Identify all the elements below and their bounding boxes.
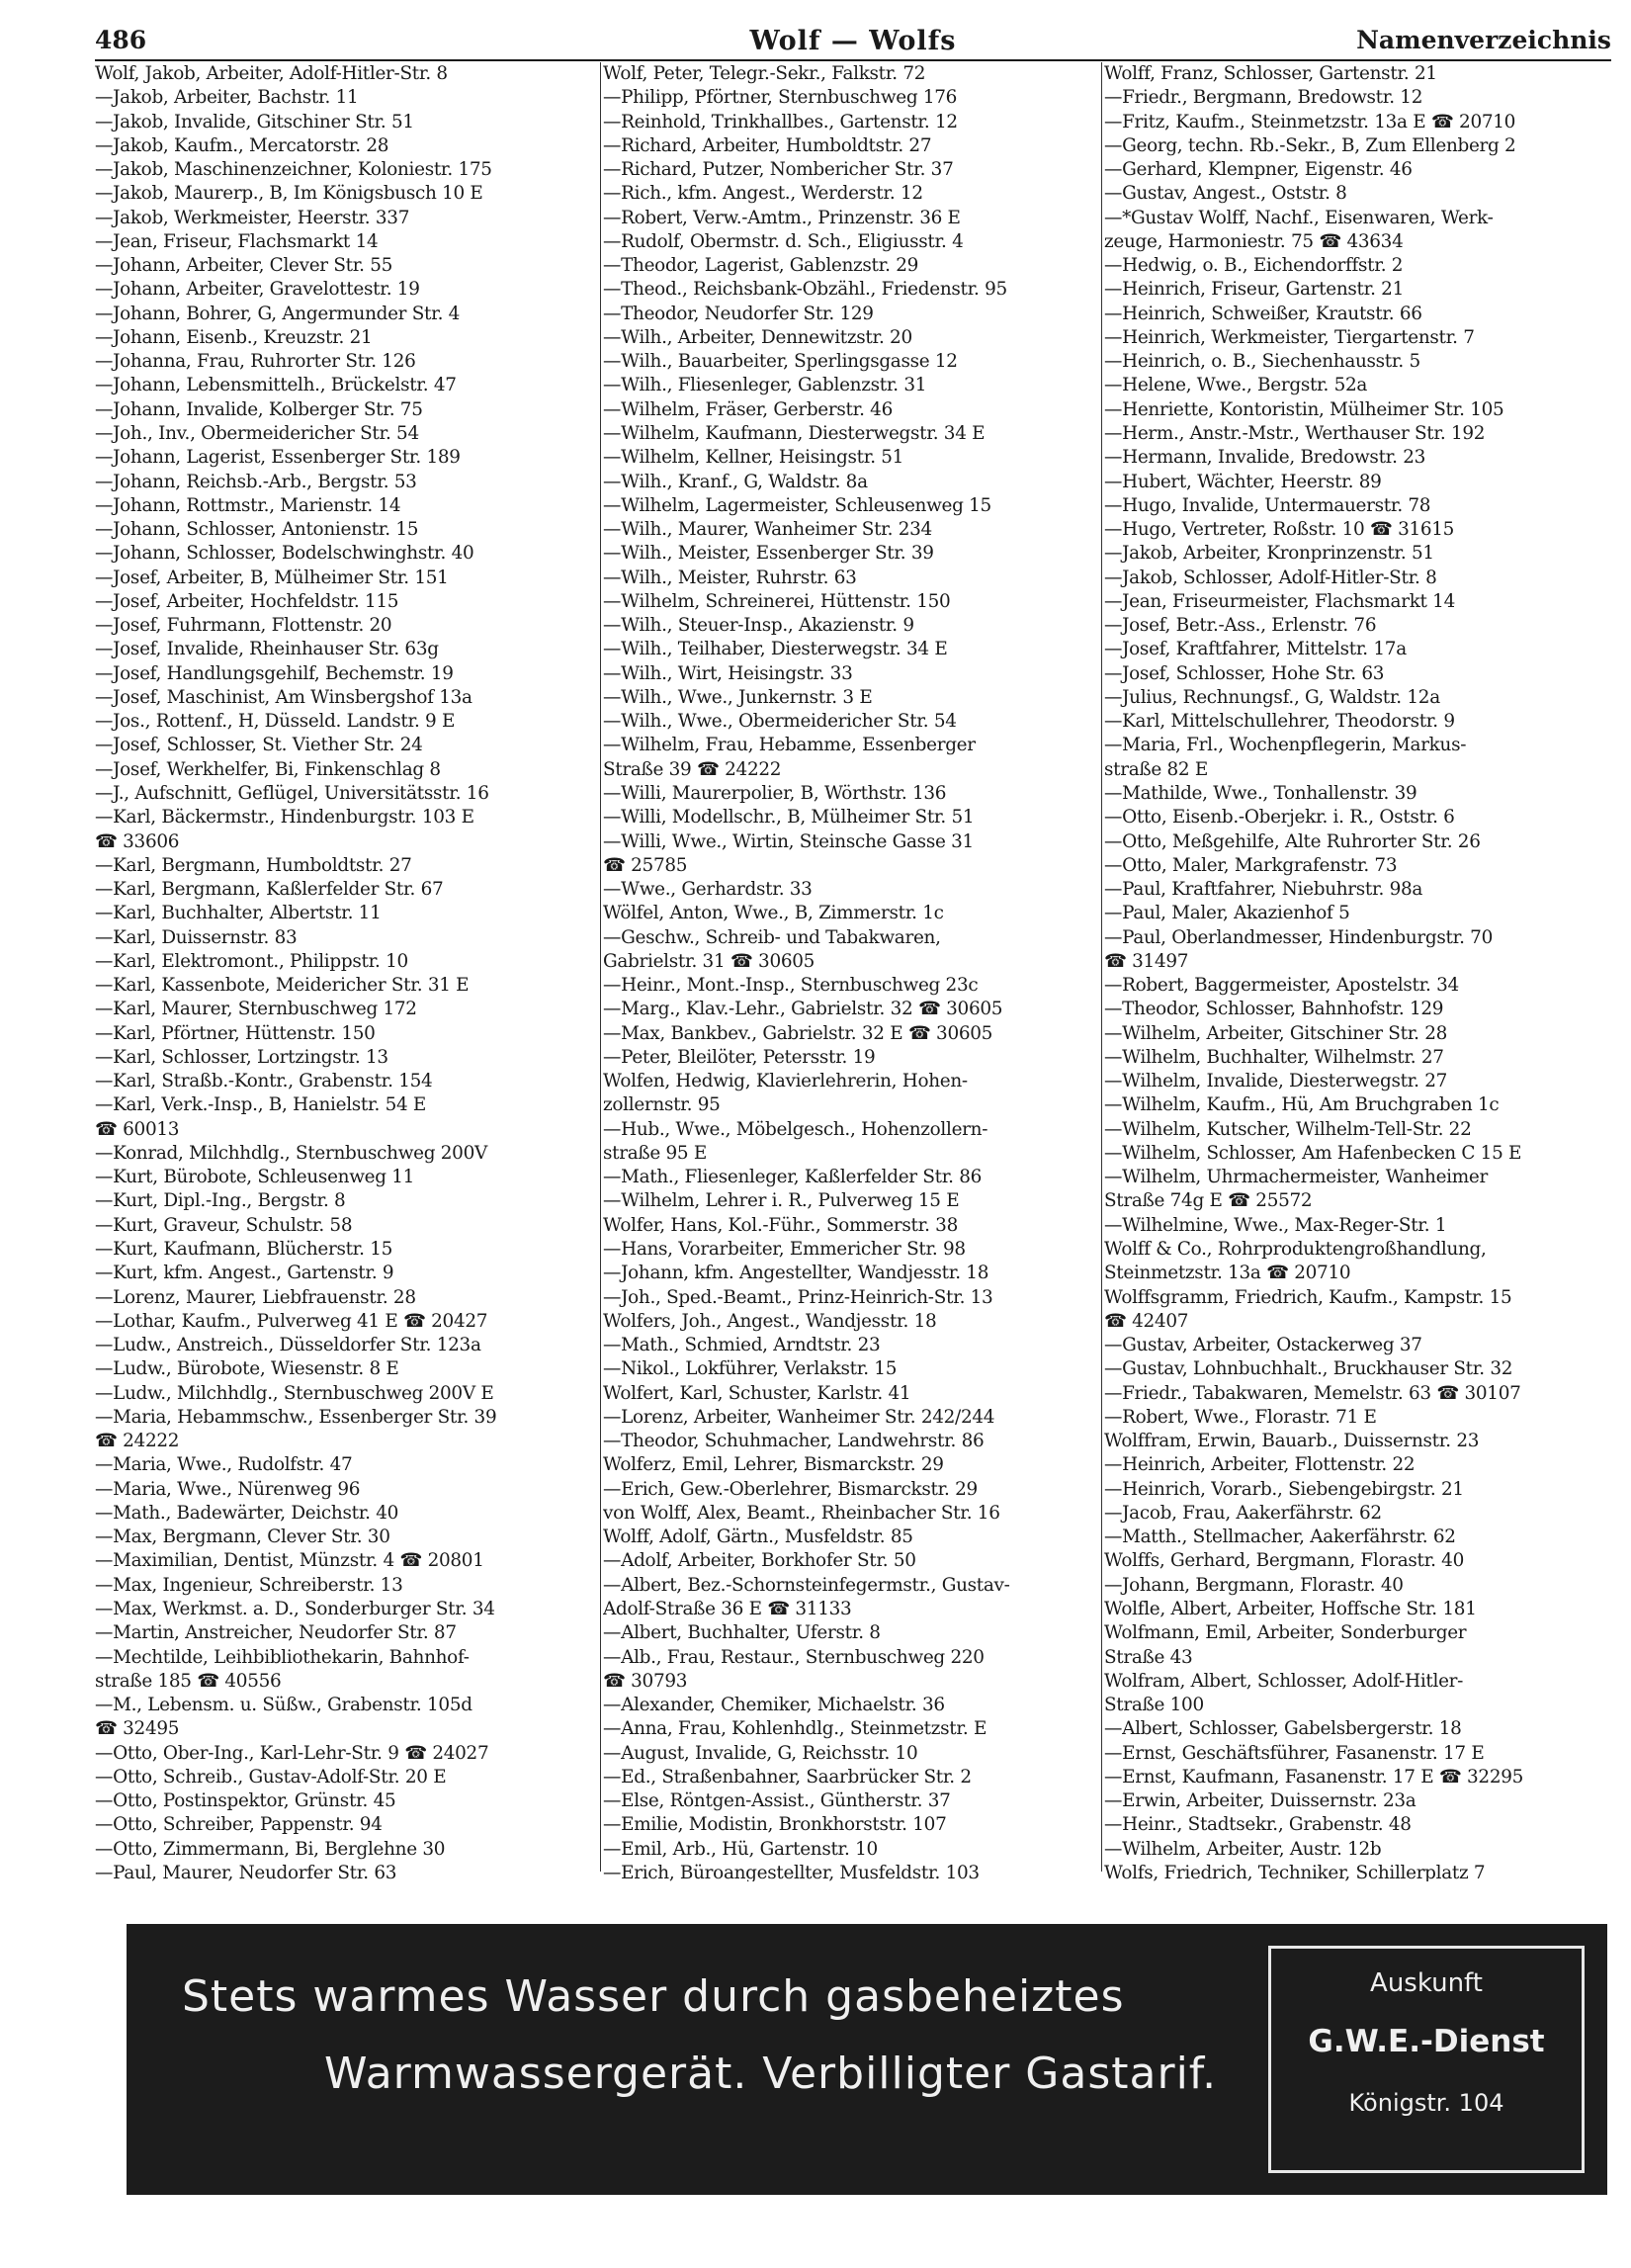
directory-entry: —Theodor, Schlosser, Bahnhofstr. 129 <box>1104 999 1444 1020</box>
directory-entry: —Theodor, Lagerist, Gablenzstr. 29 <box>603 255 919 277</box>
directory-entry: —Johann, Eisenb., Kreuzstr. 21 <box>95 326 373 348</box>
directory-entry: Wolf, Jakob, Arbeiter, Adolf-Hitler-Str. 8 <box>95 63 448 84</box>
directory-entry: —J., Aufschnitt, Geflügel, Universitätsstr. 16 <box>95 782 489 804</box>
directory-entry: Straße 43 <box>1104 1646 1193 1668</box>
directory-entry: zollernstr. 95 <box>603 1094 721 1116</box>
directory-entry: —Gustav, Angest., Oststr. 8 <box>1104 183 1347 205</box>
directory-entry: —Jakob, Maurerp., B, Im Königsbusch 10 E <box>95 183 483 205</box>
directory-entry: —Karl, Maurer, Sternbuschweg 172 <box>95 999 417 1020</box>
directory-entry: —Otto, Postinspektor, Grünstr. 45 <box>95 1790 396 1812</box>
directory-entry: —Paul, Maler, Akazienhof 5 <box>1104 903 1350 924</box>
directory-entry: —Otto, Maler, Markgrafenstr. 73 <box>1104 854 1398 876</box>
directory-entry: Straße 74g E ☎ 25572 <box>1104 1190 1313 1212</box>
directory-entry: —Wilhelm, Kellner, Heisingstr. 51 <box>603 447 904 469</box>
directory-entry: —Maria, Wwe., Rudolfstr. 47 <box>95 1454 353 1476</box>
directory-entry: ☎ 33606 <box>95 830 180 852</box>
directory-entry: —Wilhelm, Invalide, Diesterwegstr. 27 <box>1104 1071 1448 1092</box>
directory-entry: —Jakob, Arbeiter, Bachstr. 11 <box>95 87 359 109</box>
directory-entry: —Maria, Wwe., Nürenweg 96 <box>95 1478 361 1500</box>
directory-entry: —Wilh., Kranf., G, Waldstr. 8a <box>603 471 868 492</box>
directory-entry: —Wilhelm, Kutscher, Wilhelm-Tell-Str. 22 <box>1104 1118 1472 1140</box>
directory-entry: —Johann, Bohrer, G, Angermunder Str. 4 <box>95 303 461 324</box>
directory-entry: —Kurt, Bürobote, Schleusenweg 11 <box>95 1167 415 1188</box>
directory-entry: Wolff & Co., Rohrproduktengroßhandlung, <box>1104 1239 1487 1261</box>
directory-entry: —Lothar, Kaufm., Pulverweg 41 E ☎ 20427 <box>95 1310 488 1332</box>
ad-info-title: Auskunft <box>1370 1968 1483 1998</box>
directory-entry: —Karl, Duissernstr. 83 <box>95 926 298 948</box>
directory-entry: —Erich, Büroangestellter, Musfeldstr. 103 <box>603 1862 980 1881</box>
directory-entry: Wolff, Adolf, Gärtn., Musfeldstr. 85 <box>603 1527 913 1548</box>
directory-entry: —Wilhelm, Frau, Hebamme, Essenberger <box>603 735 976 756</box>
directory-entry: —Johann, Arbeiter, Clever Str. 55 <box>95 255 393 277</box>
directory-entry: —Johann, Bergmann, Florastr. 40 <box>1104 1574 1404 1596</box>
directory-entry: Wolf, Peter, Telegr.-Sekr., Falkstr. 72 <box>603 63 926 84</box>
directory-entry: —Jakob, Invalide, Gitschiner Str. 51 <box>95 111 414 132</box>
directory-entry: —Richard, Putzer, Nombericher Str. 37 <box>603 159 954 181</box>
directory-entry: —Ernst, Geschäftsführer, Fasanenstr. 17 E <box>1104 1742 1485 1764</box>
directory-entry: —Johann, Invalide, Kolberger Str. 75 <box>95 398 423 420</box>
directory-entry: —Heinr., Mont.-Insp., Sternbuschweg 23c <box>603 975 979 997</box>
directory-entry: —Wilh., Fliesenleger, Gablenzstr. 31 <box>603 375 927 396</box>
directory-entry: —Karl, Pförtner, Hüttenstr. 150 <box>95 1022 376 1044</box>
directory-entry: —Albert, Buchhalter, Uferstr. 8 <box>603 1622 881 1644</box>
directory-entry: —Wilhelm, Schlosser, Am Hafenbecken C 15 E <box>1104 1142 1522 1164</box>
directory-entry: —Wilh., Wwe., Junkernstr. 3 E <box>603 686 873 708</box>
directory-entry: Wolfs, Friedrich, Techniker, Schillerplatz 7 <box>1104 1862 1486 1881</box>
directory-entry: —Wilh., Wirt, Heisingstr. 33 <box>603 662 853 684</box>
ad-headline-line-1: Stets warmes Wasser durch gasbeheiztes <box>182 1971 1125 2022</box>
directory-entry: —Ludw., Anstreich., Düsseldorfer Str. 123a <box>95 1335 481 1356</box>
directory-entry: —Gerhard, Klempner, Eigenstr. 46 <box>1104 159 1413 181</box>
directory-entry: —Hedwig, o. B., Eichendorffstr. 2 <box>1104 255 1404 277</box>
directory-entry: Straße 39 ☎ 24222 <box>603 758 782 780</box>
directory-entry: Straße 100 <box>1104 1695 1204 1716</box>
directory-entry: —Johann, Schlosser, Bodelschwinghstr. 40 <box>95 543 474 565</box>
directory-entry: von Wolff, Alex, Beamt., Rheinbacher Str. 16 <box>603 1502 1000 1524</box>
directory-entry: —Heinr., Stadtsekr., Grabenstr. 48 <box>1104 1814 1412 1836</box>
directory-entry: —Heinrich, Werkmeister, Tiergartenstr. 7 <box>1104 326 1475 348</box>
directory-entry: —Wilh., Steuer-Insp., Akazienstr. 9 <box>603 615 914 637</box>
directory-entry: —Albert, Bez.-Schornsteinfegermstr., Gustav- <box>603 1574 1010 1596</box>
directory-entry: Wölfel, Anton, Wwe., B, Zimmerstr. 1c <box>603 903 944 924</box>
directory-entry: —Heinrich, Vorarb., Siebengebirgstr. 21 <box>1104 1478 1464 1500</box>
directory-column-2 <box>603 62 1107 1881</box>
directory-entry: —Erich, Gew.-Oberlehrer, Bismarckstr. 29 <box>603 1478 978 1500</box>
directory-column-1 <box>95 62 599 1881</box>
directory-entry: —Josef, Werkhelfer, Bi, Finkenschlag 8 <box>95 758 441 780</box>
directory-entry: —Emil, Arb., Hü, Gartenstr. 10 <box>603 1838 878 1860</box>
directory-entry: —Max, Bankbev., Gabrielstr. 32 E ☎ 30605 <box>603 1022 993 1044</box>
directory-entry: —Ludw., Milchhdlg., Sternbuschweg 200V E <box>95 1382 494 1404</box>
directory-entry: —Reinhold, Trinkhallbes., Gartenstr. 12 <box>603 111 958 132</box>
directory-entry: —Willi, Modellschr., B, Mülheimer Str. 51 <box>603 807 975 829</box>
section-title: Namenverzeichnis <box>1356 26 1611 54</box>
directory-entry: —Karl, Elektromont., Philippstr. 10 <box>95 950 408 972</box>
directory-entry: —Heinrich, Arbeiter, Flottenstr. 22 <box>1104 1454 1416 1476</box>
directory-entry: —Jos., Rottenf., H, Düsseld. Landstr. 9 E <box>95 711 456 733</box>
directory-entry: Wolfer, Hans, Kol.-Führ., Sommerstr. 38 <box>603 1214 958 1236</box>
directory-entry: —Karl, Buchhalter, Albertstr. 11 <box>95 903 382 924</box>
directory-entry: —Hugo, Invalide, Untermauerstr. 78 <box>1104 494 1431 516</box>
directory-entry: —Hans, Vorarbeiter, Emmericher Str. 98 <box>603 1239 966 1261</box>
directory-entry: —Fritz, Kaufm., Steinmetzstr. 13a E ☎ 20710 <box>1104 111 1516 132</box>
directory-entry: ☎ 32495 <box>95 1718 180 1740</box>
directory-entry: ☎ 42407 <box>1104 1310 1189 1332</box>
directory-entry: Adolf-Straße 36 E ☎ 31133 <box>603 1599 852 1619</box>
directory-entry: —Hugo, Vertreter, Roßstr. 10 ☎ 31615 <box>1104 519 1455 541</box>
directory-entry: —Lorenz, Arbeiter, Wanheimer Str. 242/244 <box>603 1406 995 1428</box>
directory-entry: ☎ 24222 <box>95 1431 180 1452</box>
directory-entry: —Jean, Friseur, Flachsmarkt 14 <box>95 230 379 252</box>
directory-entry: zeuge, Harmoniestr. 75 ☎ 43634 <box>1104 230 1404 252</box>
directory-entry: —Paul, Oberlandmesser, Hindenburgstr. 70 <box>1104 926 1493 948</box>
directory-entry: —Erwin, Arbeiter, Duissernstr. 23a <box>1104 1790 1416 1812</box>
directory-entry: Wolffram, Erwin, Bauarb., Duissernstr. 23 <box>1104 1431 1480 1452</box>
directory-entry: —Johann, Reichsb.-Arb., Bergstr. 53 <box>95 471 417 492</box>
directory-entry: —Julius, Rechnungsf., G, Waldstr. 12a <box>1104 686 1440 708</box>
directory-entry: —Karl, Bergmann, Humboldtstr. 27 <box>95 854 412 876</box>
directory-entry: —Kurt, Graveur, Schulstr. 58 <box>95 1214 353 1236</box>
directory-entry: —Henriette, Kontoristin, Mülheimer Str. 105 <box>1104 398 1504 420</box>
directory-entry: —Herm., Anstr.-Mstr., Werthauser Str. 192 <box>1104 422 1486 444</box>
directory-entry: —Maria, Frl., Wochenpflegerin, Markus- <box>1104 735 1467 756</box>
directory-entry: —Friedr., Bergmann, Bredowstr. 12 <box>1104 87 1423 109</box>
directory-entry: —Johanna, Frau, Ruhrorter Str. 126 <box>95 351 416 373</box>
directory-entry: ☎ 30793 <box>603 1670 688 1692</box>
directory-entry: —Hermann, Invalide, Bredowstr. 23 <box>1104 447 1426 469</box>
directory-entry: Wolffsgramm, Friedrich, Kaufm., Kampstr. 15 <box>1104 1286 1512 1308</box>
directory-entry: straße 95 E <box>603 1142 707 1164</box>
directory-entry: —Karl, Schlosser, Lortzingstr. 13 <box>95 1046 388 1068</box>
directory-entry: —Theodor, Neudorfer Str. 129 <box>603 303 874 324</box>
directory-entry: —Joh., Sped.-Beamt., Prinz-Heinrich-Str. 13 <box>603 1286 993 1308</box>
directory-entry: —Wilhelm, Arbeiter, Gitschiner Str. 28 <box>1104 1022 1448 1044</box>
directory-entry: —Alexander, Chemiker, Michaelstr. 36 <box>603 1695 945 1716</box>
directory-entry: —Johann, Lagerist, Essenberger Str. 189 <box>95 447 461 469</box>
directory-entry: —Theodor, Schuhmacher, Landwehrstr. 86 <box>603 1431 985 1452</box>
directory-entry: —Emilie, Modistin, Bronkhorststr. 107 <box>603 1814 947 1836</box>
directory-entry: —Heinrich, Schweißer, Krautstr. 66 <box>1104 303 1422 324</box>
directory-entry: —Josef, Betr.-Ass., Erlenstr. 76 <box>1104 615 1377 637</box>
directory-entry: —Wilh., Meister, Ruhrstr. 63 <box>603 567 857 588</box>
directory-entry: —Wilhelm, Schreinerei, Hüttenstr. 150 <box>603 590 951 612</box>
directory-entry: Gabrielstr. 31 ☎ 30605 <box>603 950 816 972</box>
directory-entry: Wolff, Franz, Schlosser, Gartenstr. 21 <box>1104 63 1437 84</box>
directory-entry: —Max, Bergmann, Clever Str. 30 <box>95 1527 390 1548</box>
directory-entry: —Robert, Baggermeister, Apostelstr. 34 <box>1104 975 1459 997</box>
ad-info-name: G.W.E.-Dienst <box>1308 2024 1545 2059</box>
directory-entry: —Heinrich, o. B., Siechenhausstr. 5 <box>1104 351 1420 373</box>
directory-entry: —Ludw., Bürobote, Wiesenstr. 8 E <box>95 1358 399 1380</box>
page-number: 486 <box>95 26 147 54</box>
directory-entry: —Mechtilde, Leihbibliothekarin, Bahnhof- <box>95 1646 470 1668</box>
directory-entry: ☎ 31497 <box>1104 950 1189 972</box>
directory-entry: Wolferz, Emil, Lehrer, Bismarckstr. 29 <box>603 1454 944 1476</box>
directory-entry: Steinmetzstr. 13a ☎ 20710 <box>1104 1263 1351 1284</box>
directory-entry: —Johann, Lebensmittelh., Brückelstr. 47 <box>95 375 457 396</box>
directory-entry: —Mathilde, Wwe., Tonhallenstr. 39 <box>1104 782 1417 804</box>
directory-entry: —Wilhelmine, Wwe., Max-Reger-Str. 1 <box>1104 1214 1447 1236</box>
advertisement-banner <box>127 1924 1607 2195</box>
directory-entry: —Johann, Arbeiter, Gravelottestr. 19 <box>95 279 420 301</box>
directory-entry: —Willi, Wwe., Wirtin, Steinsche Gasse 31 <box>603 830 974 852</box>
directory-entry: —Jakob, Maschinenzeichner, Koloniestr. 175 <box>95 159 492 181</box>
directory-entry: straße 185 ☎ 40556 <box>95 1670 282 1692</box>
directory-entry: —Jakob, Schlosser, Adolf-Hitler-Str. 8 <box>1104 567 1437 588</box>
directory-entry: —Willi, Maurerpolier, B, Wörthstr. 136 <box>603 782 947 804</box>
directory-entry: —Jakob, Kaufm., Mercatorstr. 28 <box>95 134 389 156</box>
directory-entry: —Otto, Eisenb.-Oberjekr. i. R., Oststr. 6 <box>1104 807 1455 829</box>
directory-entry: —Alb., Frau, Restaur., Sternbuschweg 220 <box>603 1646 985 1668</box>
ad-info-box <box>1268 1946 1585 2173</box>
ad-headline-line-2: Warmwassergerät. Verbilligter Gastarif. <box>324 2049 1218 2099</box>
directory-entry: —Jean, Friseurmeister, Flachsmarkt 14 <box>1104 590 1455 612</box>
directory-entry: —Adolf, Arbeiter, Borkhofer Str. 50 <box>603 1550 916 1572</box>
directory-entry: —Konrad, Milchhdlg., Sternbuschweg 200V <box>95 1142 487 1164</box>
directory-entry: —Wilhelm, Arbeiter, Austr. 12b <box>1104 1838 1382 1860</box>
directory-entry: —Wilh., Teilhaber, Diesterwegstr. 34 E <box>603 639 948 660</box>
page-title: Wolf — Wolfs <box>749 26 957 56</box>
directory-entry: —Maria, Hebammschw., Essenberger Str. 39 <box>95 1406 497 1428</box>
directory-entry: —Johann, kfm. Angestellter, Wandjesstr. 18 <box>603 1263 989 1284</box>
directory-entry: —Hubert, Wächter, Heerstr. 89 <box>1104 471 1382 492</box>
directory-entry: —Richard, Arbeiter, Humboldtstr. 27 <box>603 134 932 156</box>
directory-entry: —Math., Badewärter, Deichstr. 40 <box>95 1502 399 1524</box>
directory-entry: —Else, Röntgen-Assist., Güntherstr. 37 <box>603 1790 951 1812</box>
directory-entry: —Josef, Handlungsgehilf, Bechemstr. 19 <box>95 662 454 684</box>
directory-entry: —Geschw., Schreib- und Tabakwaren, <box>603 926 941 948</box>
directory-entry: —Wilh., Meister, Essenberger Str. 39 <box>603 543 934 565</box>
directory-entry: Wolfert, Karl, Schuster, Karlstr. 41 <box>603 1382 911 1404</box>
directory-entry: —Georg, techn. Rb.-Sekr., B, Zum Ellenberg 2 <box>1104 134 1516 156</box>
directory-entry: —Jacob, Frau, Aakerfährstr. 62 <box>1104 1502 1382 1524</box>
directory-entry: —Otto, Ober-Ing., Karl-Lehr-Str. 9 ☎ 24027 <box>95 1742 489 1764</box>
directory-entry: —M., Lebensm. u. Süßw., Grabenstr. 105d <box>95 1695 472 1716</box>
directory-entry: —Heinrich, Friseur, Gartenstr. 21 <box>1104 279 1404 301</box>
directory-entry: —Wilhelm, Kaufmann, Diesterwegstr. 34 E <box>603 422 986 444</box>
directory-entry: Wolfram, Albert, Schlosser, Adolf-Hitler- <box>1104 1670 1464 1692</box>
directory-entry: —Max, Ingenieur, Schreiberstr. 13 <box>95 1574 403 1596</box>
directory-entry: —Maximilian, Dentist, Münzstr. 4 ☎ 20801 <box>95 1550 484 1572</box>
directory-entry: —Wilh., Wwe., Obermeidericher Str. 54 <box>603 711 957 733</box>
directory-entry: —Martin, Anstreicher, Neudorfer Str. 87 <box>95 1622 457 1644</box>
header-rule <box>95 59 1611 61</box>
directory-column-3 <box>1104 62 1608 1881</box>
directory-entry: —Anna, Frau, Kohlenhdlg., Steinmetzstr. E <box>603 1718 987 1740</box>
directory-entry: Wolfers, Joh., Angest., Wandjesstr. 18 <box>603 1310 937 1332</box>
ad-info-address: Königstr. 104 <box>1348 2089 1504 2117</box>
column-divider <box>600 62 601 1872</box>
directory-entry: —Hub., Wwe., Möbelgesch., Hohenzollern- <box>603 1118 988 1140</box>
directory-entry: —Rich., kfm. Angest., Werderstr. 12 <box>603 183 923 205</box>
directory-entry: —Theod., Reichsbank-Obzähl., Friedenstr. 95 <box>603 279 1007 301</box>
directory-entry: —Johann, Schlosser, Antonienstr. 15 <box>95 519 419 541</box>
directory-entry: straße 82 E <box>1104 758 1208 780</box>
directory-entry: —Gustav, Lohnbuchhalt., Bruckhauser Str. 32 <box>1104 1358 1513 1380</box>
directory-entry: —Robert, Verw.-Amtm., Prinzenstr. 36 E <box>603 207 961 228</box>
directory-entry: —Math., Fliesenleger, Kaßlerfelder Str. 86 <box>603 1167 983 1188</box>
directory-entry: —Peter, Bleilöter, Petersstr. 19 <box>603 1046 876 1068</box>
directory-entry: Wolfmann, Emil, Arbeiter, Sonderburger <box>1104 1622 1467 1644</box>
directory-entry: —Wwe., Gerhardstr. 33 <box>603 879 813 901</box>
directory-entry: —Johann, Rottmstr., Marienstr. 14 <box>95 494 401 516</box>
directory-entry: —Philipp, Pförtner, Sternbuschweg 176 <box>603 87 958 109</box>
directory-entry: —August, Invalide, G, Reichsstr. 10 <box>603 1742 918 1764</box>
directory-entry: —Wilhelm, Fräser, Gerberstr. 46 <box>603 398 893 420</box>
directory-entry: —Helene, Wwe., Bergstr. 52a <box>1104 375 1368 396</box>
directory-entry: ☎ 60013 <box>95 1118 180 1140</box>
directory-entry: —Karl, Verk.-Insp., B, Hanielstr. 54 E <box>95 1094 427 1116</box>
directory-entry: —Max, Werkmst. a. D., Sonderburger Str. 34 <box>95 1599 495 1619</box>
directory-entry: —Karl, Mittelschullehrer, Theodorstr. 9 <box>1104 711 1455 733</box>
directory-entry: —Wilh., Bauarbeiter, Sperlingsgasse 12 <box>603 351 958 373</box>
directory-entry: —Josef, Schlosser, St. Viether Str. 24 <box>95 735 423 756</box>
directory-entry: —Kurt, Kaufmann, Blücherstr. 15 <box>95 1239 393 1261</box>
directory-entry: —Wilhelm, Buchhalter, Wilhelmstr. 27 <box>1104 1046 1444 1068</box>
directory-entry: —Kurt, Dipl.-Ing., Bergstr. 8 <box>95 1190 346 1212</box>
directory-entry: —Kurt, kfm. Angest., Gartenstr. 9 <box>95 1263 394 1284</box>
directory-entry: —Josef, Fuhrmann, Flottenstr. 20 <box>95 615 392 637</box>
directory-entry: —Jakob, Arbeiter, Kronprinzenstr. 51 <box>1104 543 1434 565</box>
directory-entry: —Lorenz, Maurer, Liebfrauenstr. 28 <box>95 1286 416 1308</box>
directory-entry: —Ed., Straßenbahner, Saarbrücker Str. 2 <box>603 1766 972 1788</box>
directory-entry: —Josef, Kraftfahrer, Mittelstr. 17a <box>1104 639 1407 660</box>
directory-entry: —Ernst, Kaufmann, Fasanenstr. 17 E ☎ 32295 <box>1104 1766 1524 1788</box>
directory-entry: —Wilh., Arbeiter, Dennewitzstr. 20 <box>603 326 912 348</box>
directory-entry: Wolfle, Albert, Arbeiter, Hoffsche Str. 181 <box>1104 1599 1477 1619</box>
directory-entry: —Marg., Klav.-Lehr., Gabrielstr. 32 ☎ 30605 <box>603 999 1003 1020</box>
directory-entry: —Karl, Kassenbote, Meidericher Str. 31 E <box>95 975 470 997</box>
directory-entry: —Josef, Schlosser, Hohe Str. 63 <box>1104 662 1385 684</box>
directory-entry: —Josef, Arbeiter, Hochfeldstr. 115 <box>95 590 399 612</box>
directory-entry: —Wilh., Maurer, Wanheimer Str. 234 <box>603 519 932 541</box>
directory-entry: —Josef, Invalide, Rheinhauser Str. 63g <box>95 639 439 660</box>
directory-entry: —Karl, Bergmann, Kaßlerfelder Str. 67 <box>95 879 444 901</box>
directory-entry: Wolfen, Hedwig, Klavierlehrerin, Hohen- <box>603 1071 968 1092</box>
directory-entry: Wolffs, Gerhard, Bergmann, Florastr. 40 <box>1104 1550 1464 1572</box>
directory-entry: —Otto, Schreiber, Pappenstr. 94 <box>95 1814 383 1836</box>
directory-entry: —Rudolf, Obermstr. d. Sch., Eligiusstr. 4 <box>603 230 964 252</box>
directory-entry: —Wilhelm, Lagermeister, Schleusenweg 15 <box>603 494 991 516</box>
directory-entry: —Josef, Maschinist, Am Winsbergshof 13a <box>95 686 472 708</box>
directory-entry: —Friedr., Tabakwaren, Memelstr. 63 ☎ 30107 <box>1104 1382 1521 1404</box>
directory-entry: —Wilhelm, Lehrer i. R., Pulverweg 15 E <box>603 1190 960 1212</box>
directory-entry: —Karl, Bäckermstr., Hindenburgstr. 103 E <box>95 807 474 829</box>
directory-entry: —Nikol., Lokführer, Verlakstr. 15 <box>603 1358 898 1380</box>
directory-entry: —Matth., Stellmacher, Aakerfährstr. 62 <box>1104 1527 1456 1548</box>
directory-entry: —Karl, Straßb.-Kontr., Grabenstr. 154 <box>95 1071 433 1092</box>
directory-entry: —Joh., Inv., Obermeidericher Str. 54 <box>95 422 419 444</box>
directory-entry: —Jakob, Werkmeister, Heerstr. 337 <box>95 207 410 228</box>
directory-entry: —Math., Schmied, Arndtstr. 23 <box>603 1335 881 1356</box>
directory-entry: —Otto, Meßgehilfe, Alte Ruhrorter Str. 26 <box>1104 830 1481 852</box>
directory-entry: —*Gustav Wolff, Nachf., Eisenwaren, Werk- <box>1104 207 1494 228</box>
directory-entry: —Robert, Wwe., Florastr. 71 E <box>1104 1406 1377 1428</box>
page-header <box>95 26 1611 59</box>
directory-entry: —Paul, Maurer, Neudorfer Str. 63 <box>95 1862 397 1881</box>
directory-entry: —Wilhelm, Uhrmachermeister, Wanheimer <box>1104 1167 1488 1188</box>
directory-entry: —Gustav, Arbeiter, Ostackerweg 37 <box>1104 1335 1422 1356</box>
directory-entry: —Paul, Kraftfahrer, Niebuhrstr. 98a <box>1104 879 1423 901</box>
directory-entry: —Wilhelm, Kaufm., Hü, Am Bruchgraben 1c <box>1104 1094 1500 1116</box>
directory-entry: —Otto, Schreib., Gustav-Adolf-Str. 20 E <box>95 1766 447 1788</box>
directory-entry: —Josef, Arbeiter, B, Mülheimer Str. 151 <box>95 567 449 588</box>
directory-entry: —Albert, Schlosser, Gabelsbergerstr. 18 <box>1104 1718 1462 1740</box>
directory-entry: ☎ 25785 <box>603 854 688 876</box>
directory-entry: —Otto, Zimmermann, Bi, Berglehne 30 <box>95 1838 446 1860</box>
